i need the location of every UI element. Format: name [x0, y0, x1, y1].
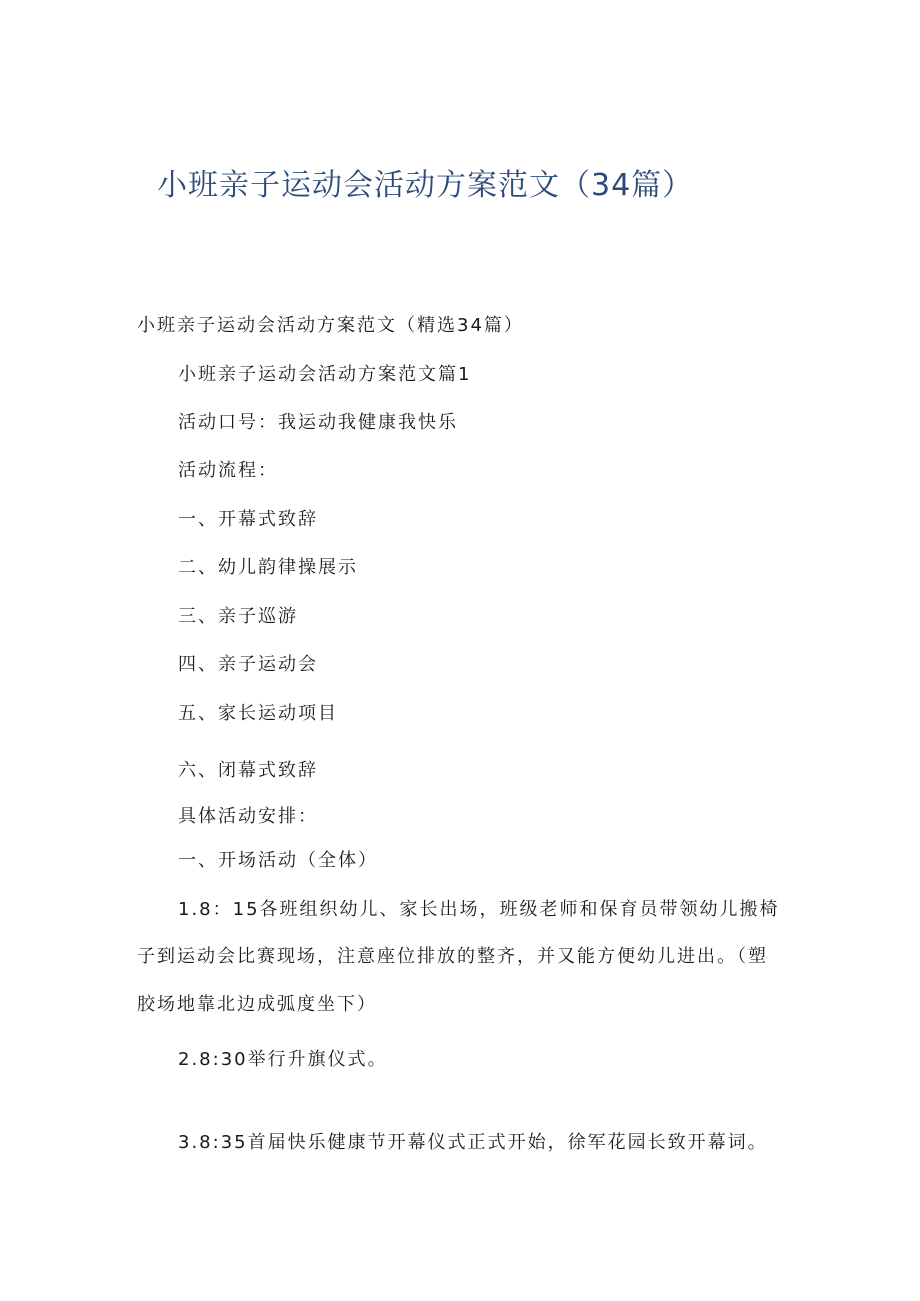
paragraph-2: 2.8:30举行升旗仪式。: [178, 1049, 388, 1070]
activity-slogan: 活动口号：我运动我健康我快乐: [178, 412, 458, 433]
document-subtitle: 小班亲子运动会活动方案范文（精选34篇）: [137, 315, 524, 336]
paragraph-1-line-3: 胶场地靠北边成弧度坐下）: [137, 994, 377, 1015]
paragraph-1-line-1: 1.8：15各班组织幼儿、家长出场，班级老师和保育员带领幼儿搬椅: [178, 899, 780, 920]
section-heading: 小班亲子运动会活动方案范文篇1: [178, 364, 472, 385]
process-item-1: 一、开幕式致辞: [178, 509, 318, 530]
paragraph-3: 3.8:35首届快乐健康节开幕仪式正式开始，徐军花园长致开幕词。: [178, 1132, 768, 1153]
arrangement-heading: 具体活动安排：: [178, 806, 318, 827]
process-item-2: 二、幼儿韵律操展示: [178, 557, 358, 578]
process-item-3: 三、亲子巡游: [178, 606, 298, 627]
page-title: 小班亲子运动会活动方案范文（34篇）: [157, 168, 694, 203]
paragraph-1-line-2: 子到运动会比赛现场，注意座位排放的整齐，并又能方便幼儿进出。（塑: [137, 946, 768, 967]
opening-heading: 一、开场活动（全体）: [178, 850, 378, 871]
process-item-5: 五、家长运动项目: [178, 703, 338, 724]
process-item-4: 四、亲子运动会: [178, 654, 318, 675]
process-item-6: 六、闭幕式致辞: [178, 760, 318, 781]
process-heading: 活动流程：: [178, 460, 278, 481]
